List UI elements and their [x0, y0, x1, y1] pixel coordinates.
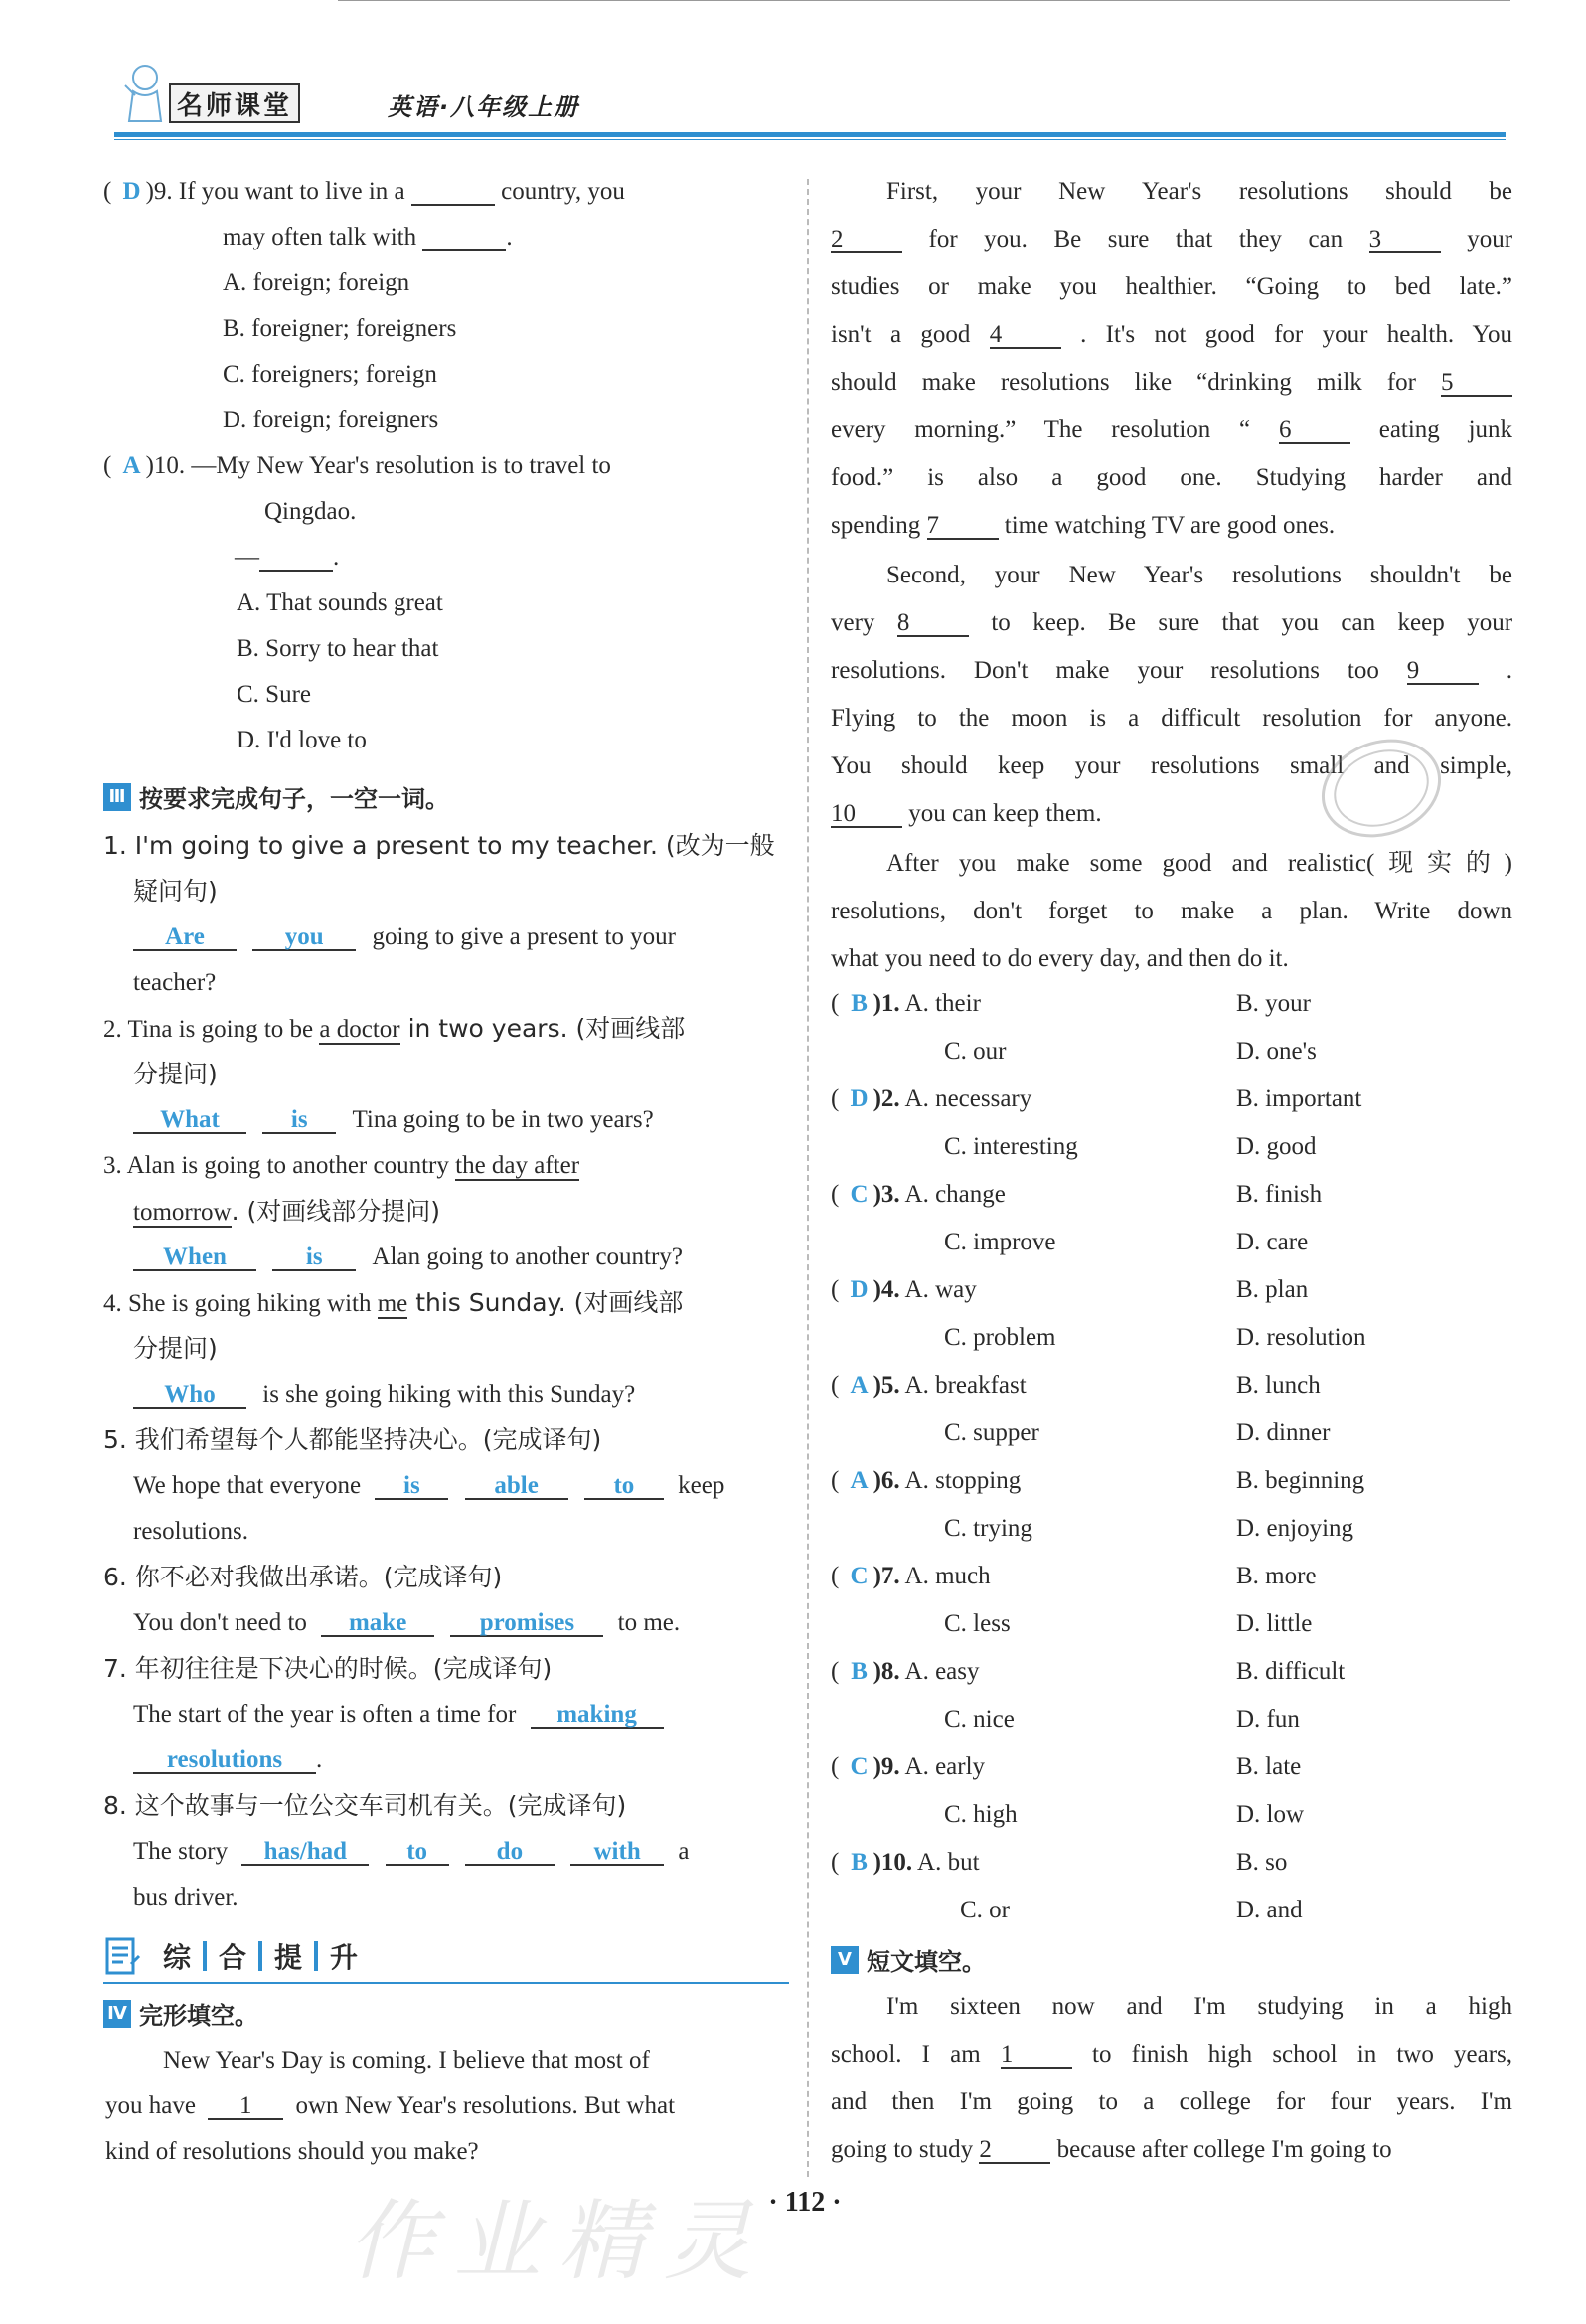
- mc-question: ( D )4. A. way: [831, 1266, 977, 1314]
- answer-mark: C: [850, 1563, 869, 1589]
- mc-option: C. less: [944, 1610, 1011, 1637]
- mc-question: ( C )9. A. early: [831, 1743, 985, 1791]
- passage-line: Second, your New Year's resolutions shouldn't be: [886, 562, 1512, 588]
- mc-option: D. one's: [1236, 1038, 1317, 1065]
- mc-option: C. or: [960, 1897, 1010, 1923]
- passage-line: and then I'm going to a college for four years. I'm: [831, 2088, 1512, 2115]
- column-divider: [807, 179, 809, 2177]
- answer-blank: making: [531, 1702, 664, 1729]
- mc-option: C. nice: [944, 1706, 1015, 1733]
- option: D. I'd love to: [237, 727, 367, 753]
- answer-blank: able: [465, 1473, 568, 1500]
- sentence-1-line2: 疑问句): [133, 877, 218, 906]
- watermark-text: 作业精灵: [348, 2190, 770, 2292]
- question-9: ( D )9. If you want to live in a country, you: [103, 169, 625, 215]
- answer-blank: Who: [133, 1382, 246, 1409]
- header-rule: [114, 132, 1506, 137]
- option: B. Sorry to hear that: [237, 635, 439, 662]
- sentence-5: 5. 我们希望每个人都能坚持决心。(完成译句): [103, 1425, 602, 1454]
- passage-line: very 8 to keep. Be sure that you can keep your: [831, 609, 1513, 636]
- option: C. foreigners; foreign: [223, 361, 437, 388]
- sentence-1-answer: Are you going to give a present to your: [133, 914, 676, 960]
- mc-option: D. dinner: [1236, 1419, 1331, 1446]
- numbered-blank: 2: [979, 2137, 1050, 2164]
- page-number: · 112 ·: [768, 2187, 842, 2218]
- cloze-line3: kind of resolutions should you make?: [105, 2138, 479, 2165]
- sentence-7: 7. 年初往往是下决心的时候。(完成译句): [103, 1654, 553, 1683]
- passage-line: school. I am 1 to finish high school in two years,: [831, 2041, 1512, 2068]
- cloze-line2: you have 1 own New Year's resolutions. But what: [105, 2092, 676, 2119]
- mc-option: B. lunch: [1236, 1372, 1321, 1399]
- answer-blank: When: [133, 1245, 256, 1271]
- passage-line: what you need to do every day, and then do it.: [831, 945, 1289, 972]
- numbered-blank: 4: [990, 322, 1061, 349]
- brand-logo: 名师课堂: [169, 83, 300, 123]
- numbered-blank: 6: [1279, 417, 1350, 444]
- section-title: 完形填空。: [139, 2002, 258, 2030]
- passage-line: Flying to the moon is a difficult resolution for anyone.: [831, 705, 1512, 732]
- mc-option: D. low: [1236, 1801, 1305, 1828]
- answer-mark: A: [850, 1467, 869, 1494]
- mc-option: B. beginning: [1236, 1467, 1365, 1494]
- answer-blank: resolutions: [133, 1747, 316, 1774]
- numbered-blank: 7: [927, 513, 999, 540]
- mc-question: ( C )3. A. change: [831, 1171, 1006, 1219]
- answer-mark: A: [122, 452, 141, 479]
- mc-question: ( B )1. A. their: [831, 980, 981, 1028]
- mc-option: C. trying: [944, 1515, 1032, 1542]
- mc-option: B. more: [1236, 1563, 1317, 1589]
- mascot-icon: [121, 62, 171, 131]
- mc-option: C. high: [944, 1801, 1018, 1828]
- passage-line: going to study 2 because after college I'm going to: [831, 2136, 1392, 2163]
- section-number: Ⅳ: [103, 2000, 131, 2028]
- mc-option: D. enjoying: [1236, 1515, 1354, 1542]
- mc-option: B. plan: [1236, 1276, 1309, 1303]
- sentence-5-answer: We hope that everyone is able to keep: [133, 1472, 725, 1499]
- sentence-6: 6. 你不必对我做出承诺。(完成译句): [103, 1563, 503, 1591]
- section-number: Ⅲ: [103, 783, 131, 811]
- mc-option: C. supper: [944, 1419, 1039, 1446]
- banner-char: 升: [330, 1941, 359, 1974]
- answer-blank: to: [584, 1473, 664, 1500]
- option: B. foreigner; foreigners: [223, 315, 457, 342]
- mc-question: ( C )7. A. much: [831, 1553, 991, 1600]
- section-4-header: [103, 1996, 258, 2031]
- mc-option: B. difficult: [1236, 1658, 1346, 1685]
- answer-blank: with: [570, 1839, 664, 1866]
- option: C. Sure: [237, 681, 311, 708]
- sentence-1: 1. I'm going to give a present to my teacher. (改为一般: [103, 831, 775, 860]
- passage-line: resolutions, don't forget to make a plan. Write down: [831, 898, 1512, 924]
- section-banner: [103, 1936, 370, 1976]
- banner-char: 综: [163, 1941, 192, 1974]
- sentence-3: 3. Alan is going to another country the day after: [103, 1152, 580, 1179]
- sentence-7-line3: resolutions .: [133, 1738, 322, 1783]
- answer-blank: Are: [133, 924, 237, 951]
- passage-line: isn't a good 4 . It's not good for your health. You: [831, 321, 1513, 348]
- option: A. foreign; foreign: [223, 269, 410, 296]
- question-10-line2: Qingdao.: [264, 498, 357, 525]
- answer-mark: B: [851, 1849, 868, 1876]
- answer-mark: B: [851, 990, 868, 1017]
- question-10: ( A )10. —My New Year's resolution is to travel to: [103, 443, 611, 489]
- passage-line: You should keep your resolutions small and simple,: [831, 752, 1512, 779]
- section-number: Ⅴ: [831, 1946, 859, 1974]
- answer-blank: promises: [450, 1610, 603, 1637]
- sentence-8-answer: The story has/had to do with a: [133, 1838, 690, 1865]
- mc-option: D. fun: [1236, 1706, 1300, 1733]
- answer-mark: C: [850, 1753, 869, 1780]
- mc-option: B. finish: [1236, 1181, 1323, 1208]
- sentence-8: 8. 这个故事与一位公交车司机有关。(完成译句): [103, 1791, 627, 1820]
- mc-question: ( B )10. A. but: [831, 1839, 980, 1887]
- blank: [411, 179, 495, 206]
- subject-title: 英语·八年级上册: [388, 93, 580, 121]
- sentence-5-line3: resolutions.: [133, 1518, 248, 1545]
- passage-line: I'm sixteen now and I'm studying in a high: [886, 1993, 1512, 2020]
- notebook-icon: [103, 1936, 141, 1976]
- mc-option: B. late: [1236, 1753, 1302, 1780]
- passage-line: studies or make you healthier. “Going to bed late.”: [831, 273, 1512, 300]
- answer-mark: C: [850, 1181, 869, 1208]
- answer-blank: has/had: [241, 1839, 369, 1866]
- answer-blank: is: [272, 1245, 356, 1271]
- blank: [259, 545, 333, 572]
- mc-option: B. your: [1236, 990, 1311, 1017]
- mc-option: D. care: [1236, 1229, 1309, 1255]
- banner-char: 提: [274, 1941, 303, 1974]
- sentence-4-answer: Who is she going hiking with this Sunday?: [133, 1372, 635, 1417]
- top-edge-line: [338, 0, 1510, 1]
- option: A. That sounds great: [237, 589, 443, 616]
- passage-line: First, your New Year's resolutions should be: [886, 178, 1512, 205]
- numbered-blank: 3: [1369, 227, 1441, 253]
- sentence-6-answer: You don't need to make promises to me.: [133, 1609, 681, 1636]
- mc-option: C. interesting: [944, 1133, 1078, 1160]
- sentence-3-line2: tomorrow. (对画线部分提问): [133, 1197, 441, 1226]
- mc-option: C. improve: [944, 1229, 1056, 1255]
- section-title: 按要求完成句子，一空一词。: [139, 785, 449, 813]
- sentence-2-line2: 分提问): [133, 1060, 218, 1088]
- answer-mark: A: [850, 1372, 869, 1399]
- answer-blank: is: [375, 1473, 448, 1500]
- mc-question: ( D )2. A. necessary: [831, 1076, 1031, 1123]
- mc-question: ( A )6. A. stopping: [831, 1457, 1021, 1505]
- answer-mark: D: [850, 1276, 869, 1303]
- sentence-2: 2. Tina is going to be a doctor in two years. (对画线部: [103, 1014, 686, 1043]
- blank: [422, 225, 506, 251]
- answer-blank: is: [262, 1107, 336, 1134]
- passage-line: should make resolutions like “drinking milk for 5: [831, 360, 1512, 406]
- passage-line: every morning.” The resolution “ 6 eating junk: [831, 416, 1513, 443]
- question-10-line3: — .: [235, 544, 340, 571]
- passage-line: resolutions. Don't make your resolutions too 9 .: [831, 657, 1512, 684]
- section-title: 短文填空。: [867, 1948, 986, 1976]
- answer-blank: What: [133, 1107, 246, 1134]
- mc-option: D. resolution: [1236, 1324, 1366, 1351]
- header: [109, 58, 1510, 139]
- answer-mark: D: [850, 1085, 869, 1112]
- answer-blank: to: [386, 1839, 449, 1866]
- sentence-1-line4: teacher?: [133, 969, 217, 996]
- cloze-line1: New Year's Day is coming. I believe that most of: [163, 2047, 650, 2074]
- numbered-blank: 9: [1407, 658, 1479, 685]
- sentence-4: 4. She is going hiking with me this Sunday. (对画线部: [103, 1288, 684, 1317]
- section-5-header: [831, 1942, 986, 1977]
- passage-line: 10 you can keep them.: [831, 800, 1102, 827]
- sentence-2-answer: What is Tina going to be in two years?: [133, 1097, 654, 1143]
- passage-line: 2 for you. Be sure that they can 3 your: [831, 226, 1513, 252]
- mc-option: D. good: [1236, 1133, 1317, 1160]
- passage-line: After you make some good and realistic(现实的): [886, 850, 1512, 877]
- banner-char: 合: [219, 1941, 247, 1974]
- answer-mark: B: [851, 1658, 868, 1685]
- sentence-7-answer: The start of the year is often a time for making: [133, 1692, 664, 1738]
- answer-blank: make: [321, 1610, 434, 1637]
- numbered-blank: 8: [897, 610, 969, 637]
- mc-option: C. problem: [944, 1324, 1056, 1351]
- answer-mark: D: [122, 178, 141, 205]
- answer-blank: you: [252, 924, 356, 951]
- sentence-3-answer: When is Alan going to another country?: [133, 1235, 683, 1280]
- section-3-header: [103, 779, 449, 814]
- numbered-blank: 10: [831, 801, 902, 828]
- mc-question: ( A )5. A. breakfast: [831, 1362, 1027, 1410]
- mc-option: B. so: [1236, 1849, 1288, 1876]
- header-rule-thin: [114, 139, 1506, 140]
- sentence-4-line2: 分提问): [133, 1334, 218, 1363]
- numbered-blank: 2: [831, 227, 902, 253]
- passage-line: spending 7 time watching TV are good ones.: [831, 512, 1336, 539]
- passage-line: food.” is also a good one. Studying harder and: [831, 464, 1512, 491]
- mc-option: D. and: [1236, 1897, 1303, 1923]
- answer-blank: do: [465, 1839, 555, 1866]
- banner-rule: [103, 1982, 789, 1984]
- option: D. foreign; foreigners: [223, 407, 439, 433]
- numbered-blank: 1: [1001, 2042, 1072, 2069]
- sentence-8-line3: bus driver.: [133, 1884, 238, 1910]
- question-9-line2: may often talk with .: [223, 224, 513, 250]
- mc-question: ( B )8. A. easy: [831, 1648, 980, 1696]
- mc-option: B. important: [1236, 1085, 1362, 1112]
- numbered-blank: 5: [1441, 370, 1512, 397]
- blank: 1: [208, 2093, 283, 2120]
- mc-option: D. little: [1236, 1610, 1313, 1637]
- mc-option: C. our: [944, 1038, 1007, 1065]
